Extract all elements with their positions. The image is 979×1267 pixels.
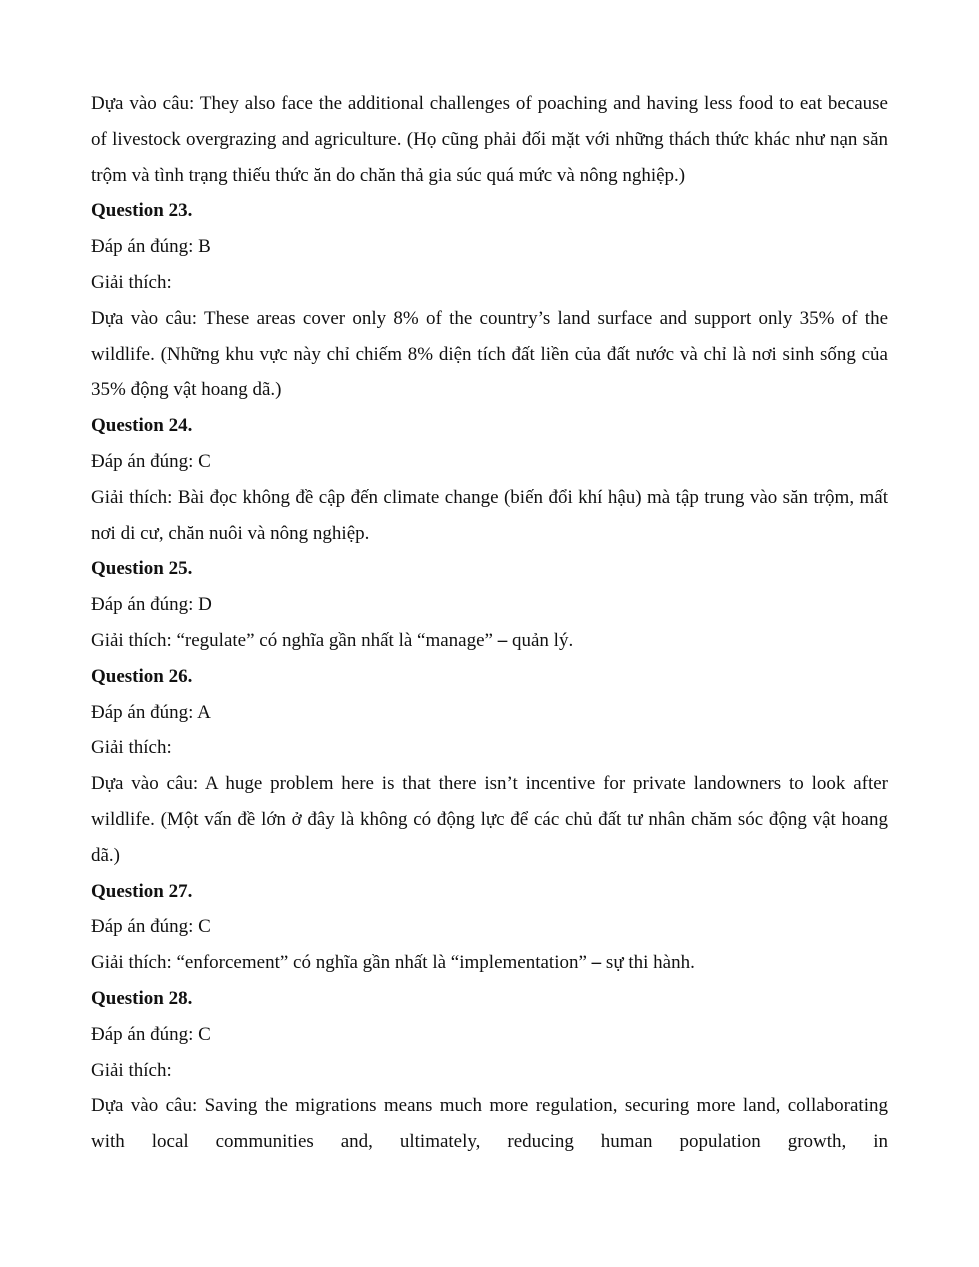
explanation-label-28: Giải thích: — [91, 1059, 172, 1081]
document-page — [91, 86, 888, 1160]
explanation-27 — [91, 945, 888, 981]
answer-line-25: Đáp án đúng: D — [91, 594, 212, 616]
explanation-25-text: Giải thích: “regulate” có nghĩa gần nhất là “manage” — [91, 629, 498, 651]
question-heading-28: Question 28. — [91, 987, 193, 1009]
explanation-25-dash: – — [497, 629, 508, 651]
answer-quote-q23: Dựa vào câu: These areas cover only 8% of the country’s land surface and support only 35% of the wildlife. (Những khu vực này chỉ chiếm 8% diện tích đất liền của đất nước và chỉ là nơi sinh sống của 35% động vật hoang dã.) — [91, 307, 888, 401]
answer-line-28: Đáp án đúng: C — [91, 1023, 211, 1045]
answer-quote-q28: Dựa vào câu: Saving the migrations means much more regulation, securing more land, collaborating with local communities and, ultimately, reducing human population growth, in — [91, 1095, 888, 1153]
explanation-24: Giải thích: Bài đọc không đề cập đến climate change (biến đổi khí hậu) mà tập trung vào săn trộm, mất nơi di cư, chăn nuôi và nông nghiệp. — [91, 486, 888, 544]
question-heading-27: Question 27. — [91, 880, 193, 902]
question-heading-23: Question 23. — [91, 200, 193, 222]
explanation-label-26: Giải thích: — [91, 737, 172, 759]
explanation-27-dash: – — [591, 952, 602, 974]
answer-quote-q26: Dựa vào câu: A huge problem here is that there isn’t incentive for private landowners to look after wildlife. (Một vấn đề lớn ở đây là không có động lực để các chủ đất tư nhân chăm sóc động vật hoang dã.) — [91, 773, 888, 866]
explanation-label-23: Giải thích: — [91, 271, 172, 293]
explanation-27-meaning: sự thi hành. — [601, 952, 695, 974]
question-heading-24: Question 24. — [91, 415, 193, 437]
answer-line-23: Đáp án đúng: B — [91, 236, 211, 258]
answer-quote-q22: Dựa vào câu: They also face the additional challenges of poaching and having less food to eat because of livestock overgrazing and agriculture. (Họ cũng phải đối mặt với những thách thức khác như nạn săn trộm và tình trạng thiếu thức ăn do chăn thả gia súc quá mức và nông nghiệp.) — [91, 93, 888, 186]
explanation-25-meaning: quản lý. — [507, 629, 574, 651]
answer-line-26: Đáp án đúng: A — [91, 701, 211, 723]
question-heading-26: Question 26. — [91, 665, 193, 687]
question-heading-25: Question 25. — [91, 558, 193, 580]
explanation-27-text: Giải thích: “enforcement” có nghĩa gần nhất là “implementation” — [91, 952, 592, 974]
answer-line-24: Đáp án đúng: C — [91, 450, 211, 472]
answer-line-27: Đáp án đúng: C — [91, 916, 211, 938]
explanation-25 — [91, 623, 888, 659]
